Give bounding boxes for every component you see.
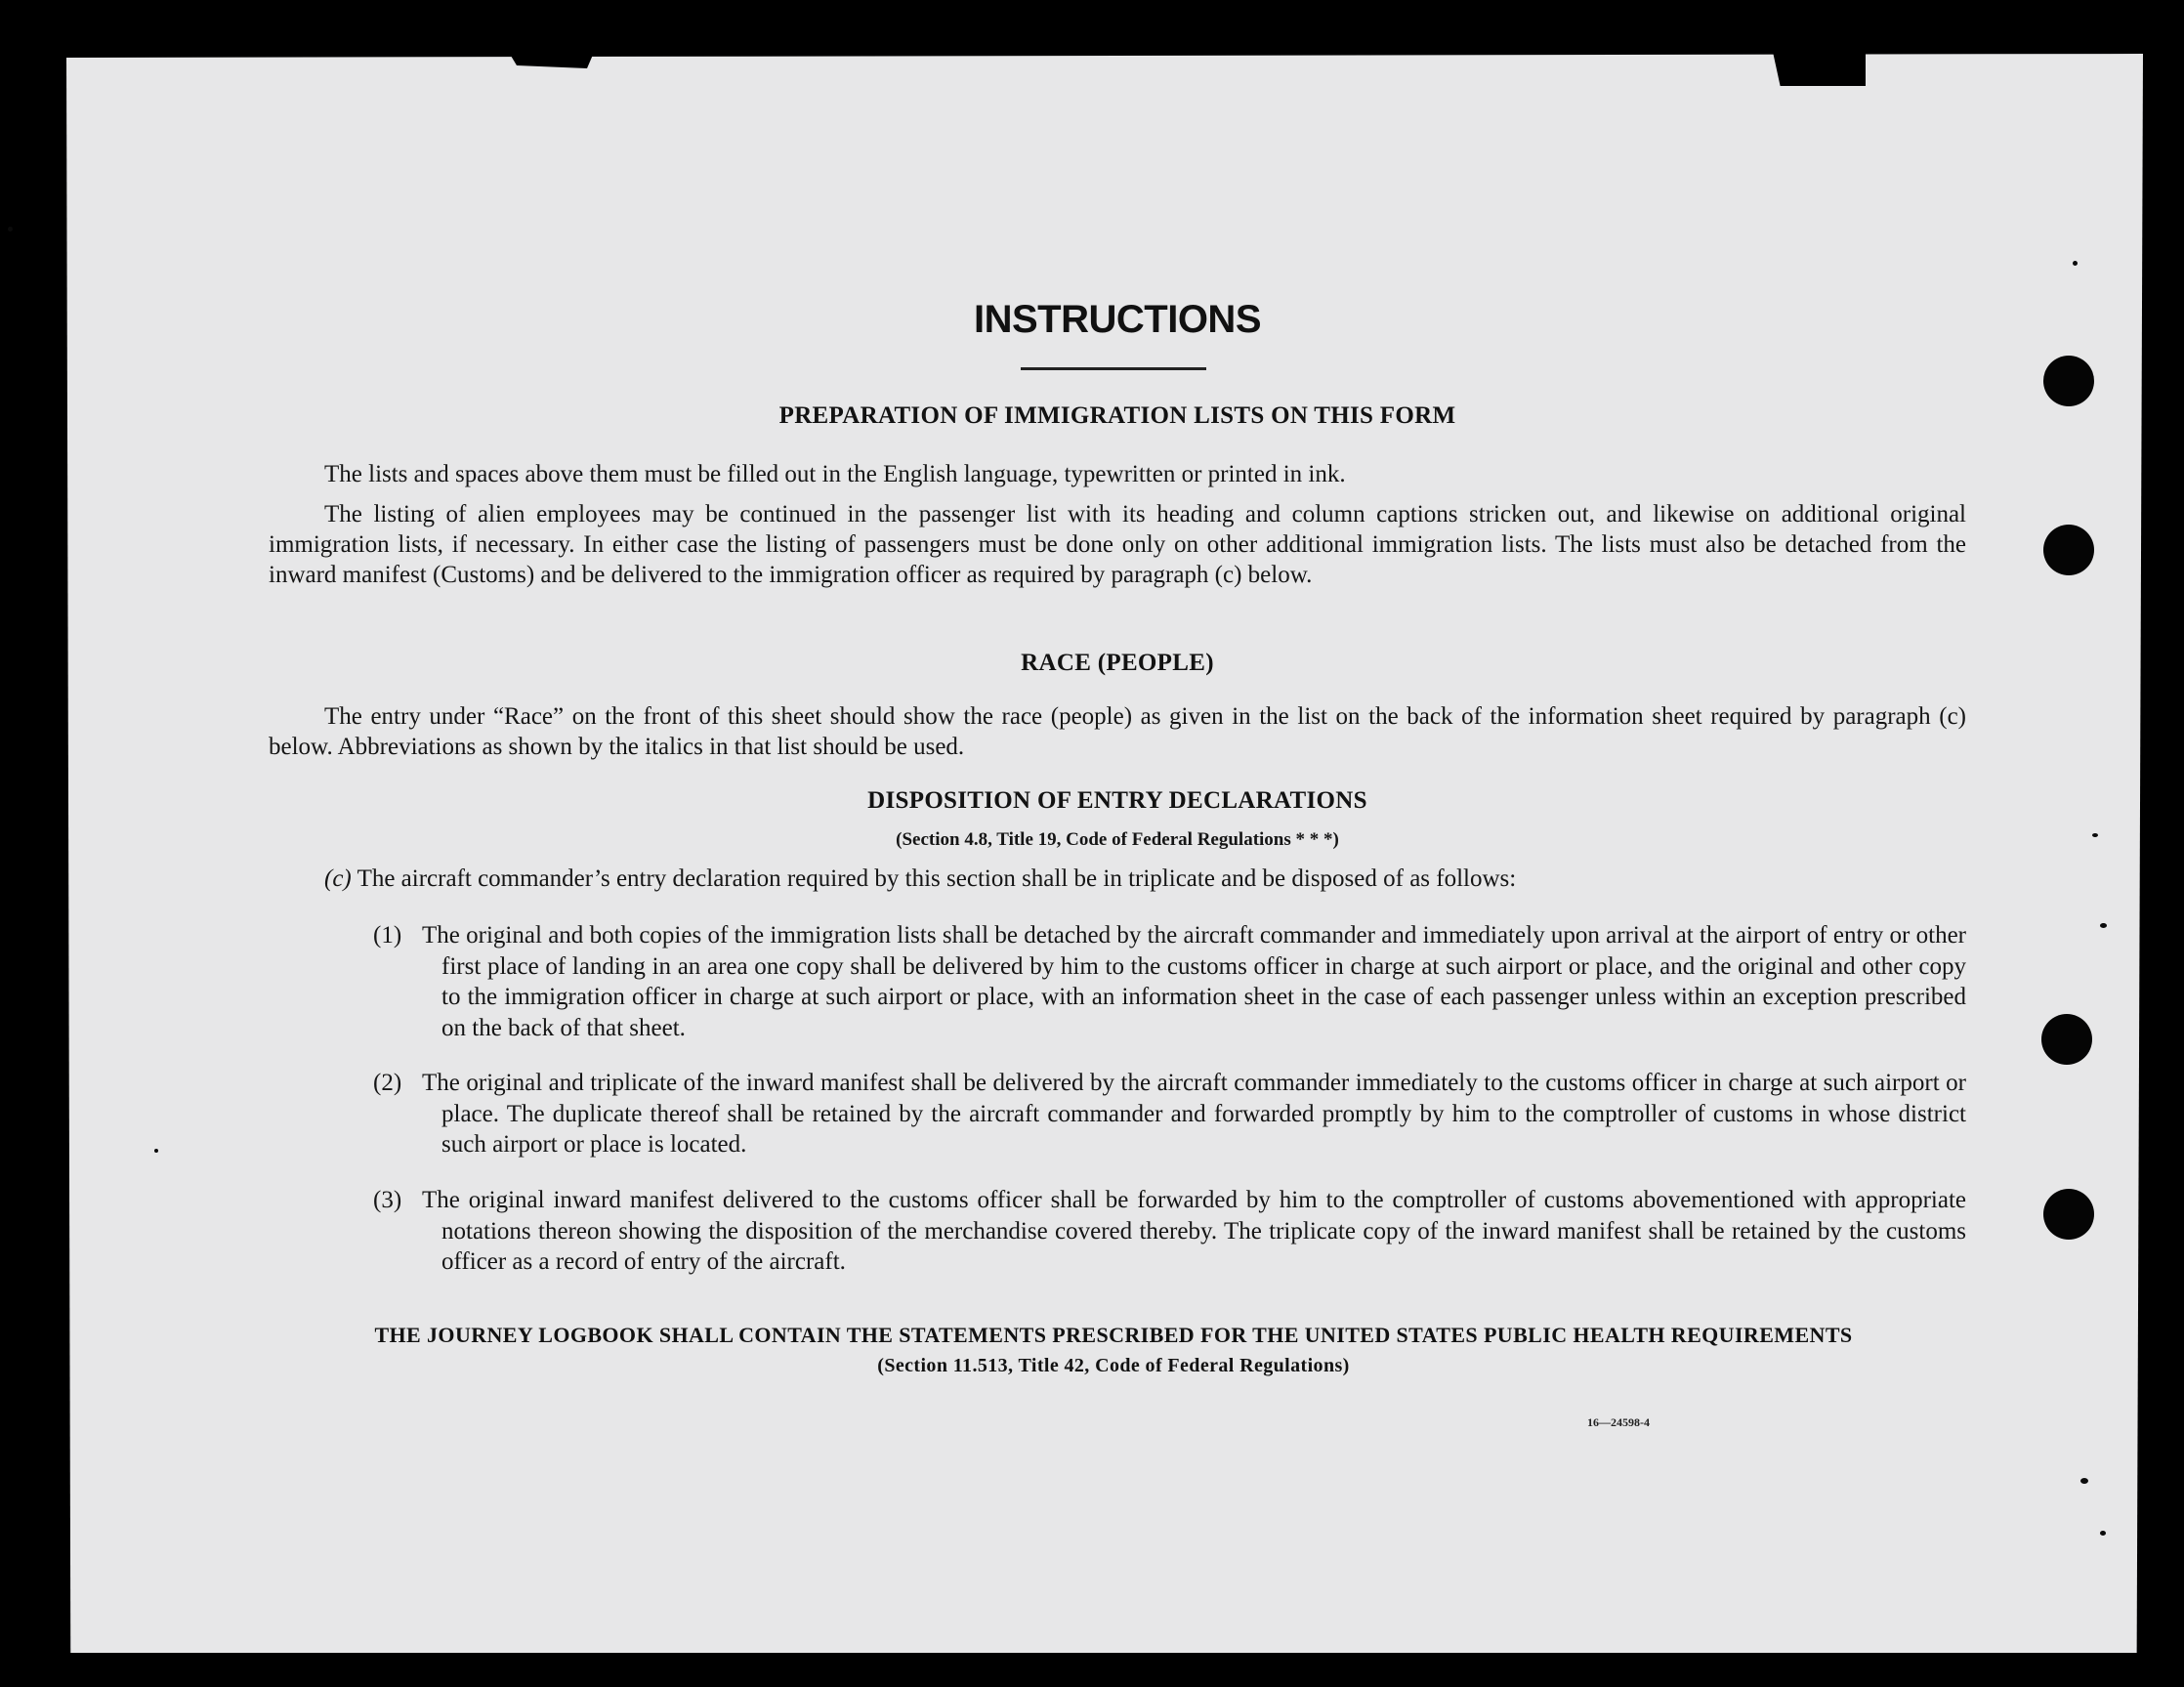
instructions-body [269, 0, 1966, 1687]
section-heading-race: RACE (PEOPLE) [1021, 650, 1214, 676]
speck [2073, 261, 2078, 266]
disposition-item-2 [373, 1068, 1966, 1160]
page-title: INSTRUCTIONS [974, 298, 1261, 341]
title-underline [1021, 367, 1206, 370]
item-text: The original and triplicate of the inward manifest shall be delivered by the aircraft commander immediately to the customs officer in charge at such airport or place. The duplicate thereof shall be retained by the aircraft commander and forwarded promptly by him to the comptroller of customs in whose district such airport or place is located. [422, 1070, 1966, 1158]
punch-hole-3 [2041, 1014, 2092, 1065]
form-number: 16—24598‑4 [1587, 1415, 1650, 1429]
disposition-reference: (Section 4.8, Title 19, Code of Federal Regulations * * *) [896, 829, 1339, 850]
punch-hole-4 [2043, 1189, 2094, 1240]
item-number: (2) [373, 1070, 402, 1096]
section-heading-preparation: PREPARATION OF IMMIGRATION LISTS ON THIS FORM [778, 402, 1456, 429]
speck [154, 1149, 158, 1153]
punch-hole-1 [2043, 356, 2094, 406]
item-number: (1) [373, 922, 402, 949]
speck [8, 227, 13, 232]
speck [2080, 1478, 2088, 1484]
paragraph-alien-employees: The listing of alien employees may be continued in the passenger list with its heading and column captions stricken out, and likewise on additional original immigration lists, if necessary. In either case the listing of passengers must be done only on other additional immigration lists. The lists must also be detached from the inward manifest (Customs) and be delivered to the immigration officer as required by paragraph (c) below. [269, 501, 1966, 588]
footer-reference: (Section 11.513, Title 42, Code of Federal Regulations) [877, 1355, 1350, 1376]
paragraph-race: The entry under “Race” on the front of this sheet should show the race (people) as given in the list on the back of the information sheet required by paragraph (c) below. Abbreviations as shown by the italics in that list should be used. [269, 703, 1966, 760]
punch-hole-2 [2043, 525, 2094, 575]
speck [2100, 1531, 2106, 1536]
speck [2092, 833, 2098, 837]
speck [2100, 923, 2107, 928]
disposition-intro [324, 864, 1966, 895]
disposition-item-3 [373, 1185, 1966, 1278]
item-number: (3) [373, 1187, 402, 1213]
intro-label: (c) [324, 865, 352, 892]
intro-text: The aircraft commander’s entry declaration required by this section shall be in triplicate and be disposed of as follows: [357, 865, 1517, 892]
section-heading-disposition: DISPOSITION OF ENTRY DECLARATIONS [867, 787, 1367, 814]
item-text: The original and both copies of the immigration lists shall be detached by the aircraft commander and immediately upon arrival at the airport of entry or other first place of landing in an area one copy shall be delivered by him to the customs officer in charge at such airport or place, and the original and other copy to the immigration officer in charge at such airport or place, with an information sheet in the case of each passenger unless within an exception prescribed on the back of that sheet. [422, 922, 1966, 1041]
footer-health-requirements: THE JOURNEY LOGBOOK SHALL CONTAIN THE STATEMENTS PRESCRIBED FOR THE UNITED STATES PUBLIC HEALTH REQUIREMENTS [374, 1323, 1853, 1347]
paragraph-language: The lists and spaces above them must be filled out in the English language, typewritten or printed in ink. [324, 461, 1346, 487]
disposition-item-1 [373, 920, 1966, 1043]
item-text: The original inward manifest delivered to the customs officer shall be forwarded by him to the comptroller of customs abovementioned with appropriate notations thereon showing the disposition of the merchandise covered thereby. The triplicate copy of the inward manifest shall be retained by the customs officer as a record of entry of the aircraft. [422, 1187, 1966, 1275]
